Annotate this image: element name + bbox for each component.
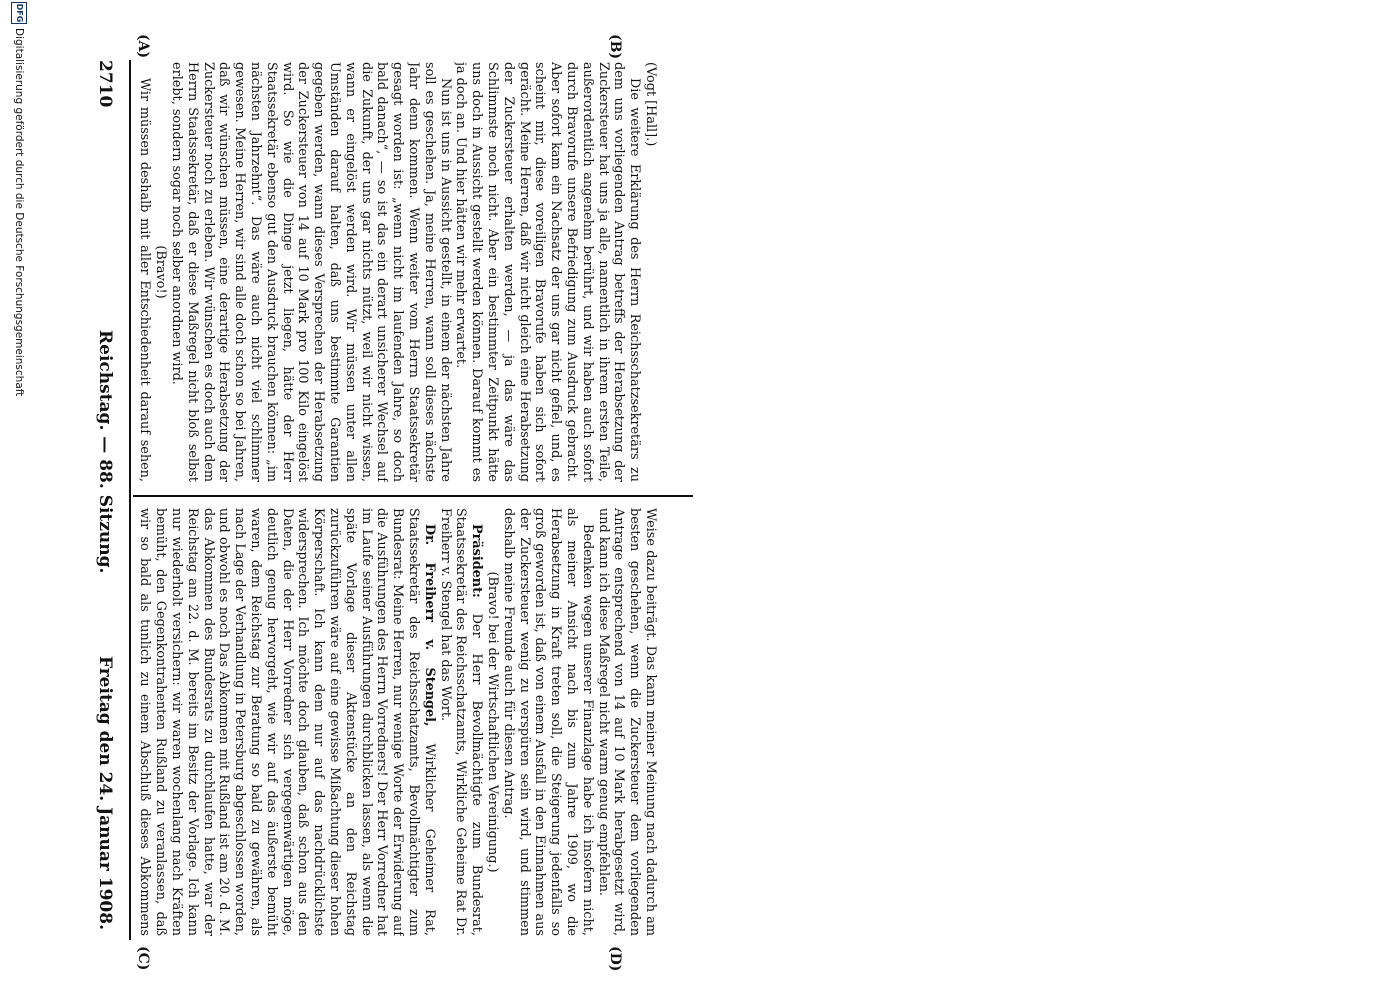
column-divider — [133, 495, 693, 497]
speaker-name: Präsident: — [469, 524, 485, 598]
margin-marker-d: (D) — [607, 946, 623, 972]
margin-marker-a: (A) — [135, 34, 151, 59]
paragraph: (Bravo! bei der Wirtschaftlichen Vereinigung.) — [485, 571, 501, 873]
paragraph: Präsident: Der Herr Bevollmächtigte zum Bundesrat, Staatssekretär des Reichsschatzamts, Wirkliche Geheime Rat Dr. Freiherr v. Stengel hat das Wort. — [437, 508, 485, 936]
page-number: 2710 — [95, 60, 115, 108]
speaker-name: Dr. Freiherr v. Stengel, — [421, 524, 437, 727]
paragraph: Bedenken wegen unserer Finanzlage habe ich insofern nicht, als meiner Ansicht nach bis zum Jahre 1909, wo die Herabsetzung in Kraft treten soll, die Steigerung jedenfalls so groß geworden ist, daß von einem Ausfall in den Einnahmen aus der Zuckersteuer wenig zu verspüren sein wird, und stimmen deshalb meine Freunde auch für diesen Antrag. — [500, 508, 595, 936]
paragraph: Wir müssen deshalb mit aller Entschiedenheit darauf sehen, — [138, 78, 153, 482]
paragraph: (Bravo!) — [153, 245, 169, 299]
paragraph: Dr. Freiherr v. Stengel, Wirklicher Geheimer Rat, Staatssekretär des Reichsschatzamts, Bevollmächtigter zum Bundesrat: Meine Herren, nur wenige Worte der Erwiderung auf die Ausführungen des Herrn Vorredners! Der Herr Vorredner hat im Laufe seiner Ausführungen durchblicken lassen, als wenn die späte Vorlage dieser Aktenstücke an den Reichstag zurückzuführen wäre auf eine gewisse Mißachtung dieser hohen Körperschaft. Ich kann dem nur auf das nachdrücklichste widersprechen. Ich möchte doch glauben, daß schon aus den Daten, die der Herr Vorredner sich vergegenwärtigen möge, deutlich genug hervorgeht, wie wir auf das äußerste bemüht waren, dem Reichstag zur Beratung so bald zu gewähren, als nach Lage der Verhandlung in Petersburg abgeschlossen worden, und obwohl es noch Das Abkommen mit Rußland ist am 20. d. M. das Abkommen des Bundesrats zu durchlaufen hatte, war der Reichstag am 22. d. M. bereits im Besitz der Vorlage. Ich kann nur wiederholt versichern: wir waren wochenlang nach Kräften bemüht, den Gegenkontrahenten Rußland zu veranlassen, daß wir so bald als tunlich zu einem Abschluß dieses Abkommens — [138, 508, 437, 936]
right-column — [138, 508, 658, 936]
footer — [0, 0, 38, 1000]
margin-marker-b: (B) — [607, 34, 623, 60]
digitization-credit: Digitalisierung gefördert durch die Deutsche Forschungsgemeinschaft — [13, 28, 25, 397]
paragraph: (Vogt [Hall].) — [643, 62, 658, 147]
margin-marker-c: (C) — [135, 946, 151, 971]
paragraph: Weise dazu beiträgt. Das kann meiner Meinung nach dadurch am besten geschehen, wenn die Zuckersteuer dem vorliegenden Antrage entsprechend von 14 auf 10 Mark herabgesetzt wird, und kann ich diese Maßregel nicht warm genug empfehlen. — [595, 508, 658, 936]
page-header — [87, 60, 115, 930]
header-rule — [129, 60, 131, 940]
left-column — [138, 62, 658, 482]
paragraph: Nun ist uns in Aussicht gestellt, in einem der nächsten Jahre soll es geschehen. Ja, meine Herren, wann soll dieses nächste Jahr denn kommen. Wenn weiter vom Herrn Staatssekretär gesagt worden ist: „wenn nicht im laufenden Jahre, so doch bald danach“, — so ist das ein derart unsicherer Wechsel auf die Zukunft, der uns gar nichts nützt, weil wir nicht wissen, wann er eingelöst werden wird. Wir müssen unter allen Umständen darauf halten, daß uns bestimmte Garantien gegeben werden, wann dieses Versprechen der Herabsetzung der Zuckersteuer von 14 auf 10 Mark pro 100 Kilo eingelöst wird. So wie die Dinge jetzt liegen, hätte der Herr Staatssekretär ebenso gut den Ausdruck brauchen können: „im nächsten Jahrzehnt“. Das wäre auch nicht viel schlimmer gewesen. Meine Herren, wir sind alle doch schon so bei Jahren, daß wir wünschen müssen, eine derartige Herabsetzung der Zuckersteuer noch zu erleben. Wir wünschen es doch auch dem Herrn Staatssekretär, daß er diese Maßregel nicht bloß selbst erlebt, sondern sogar noch selber anordnen wird. — [169, 62, 453, 482]
running-title: Reichstag. — 88. Sitzung. — [95, 330, 115, 574]
session-date: Freitag den 24. Januar 1908. — [95, 655, 115, 930]
dfg-logo: DFG — [11, 2, 27, 24]
paragraph: Die weitere Erklärung des Herrn Reichsschatzsekretärs zu dem uns vorliegenden Antrag betreffs der Herabsetzung der Zuckersteuer hat uns ja alle, namentlich in ihrem ersten Teile, außerordentlich angenehm berührt, und wir haben auch sofort durch Bravorufe unsere Befriedigung zum Ausdruck gebracht. Aber sofort kam ein Nachsatz der uns gar nicht gefiel, und, es scheint mir, diese voreiligen Bravorufe haben sich sofort gerächt. Meine Herren, daß wir nicht gleich eine Herabsetzung der Zuckersteuer erhalten werden, — ja das wäre das Schlimmste noch nicht. Aber ein bestimmter Zeitpunkt hätte uns doch in Aussicht gestellt werden können. Darauf kommt es ja doch an. Und hier hätten wir mehr erwartet. — [453, 62, 643, 482]
